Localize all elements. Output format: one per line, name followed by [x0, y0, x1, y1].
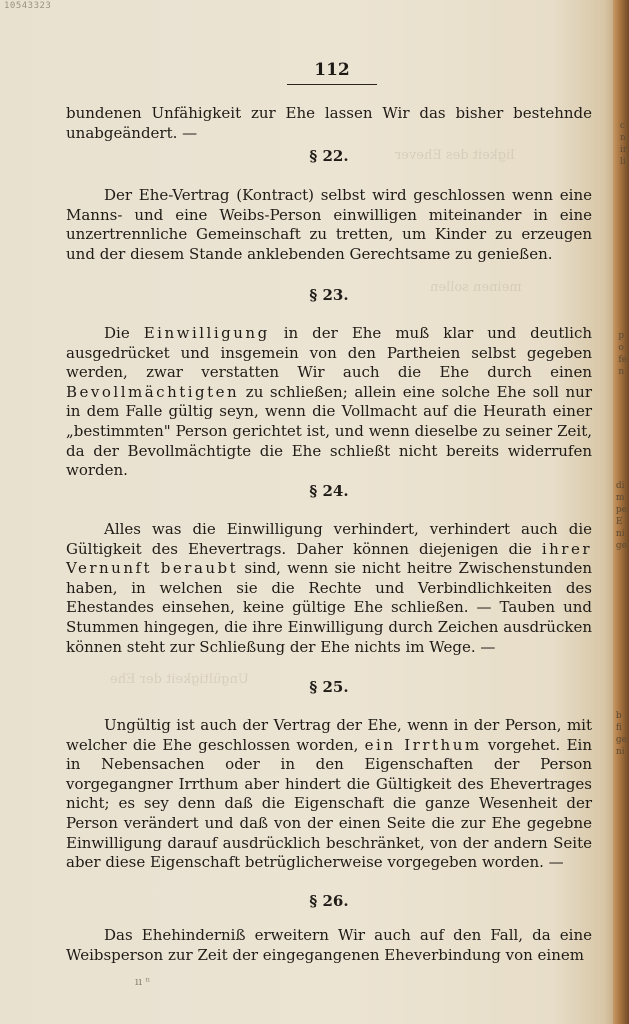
- intro-paragraph: bundenen Unfähigkeit zur Ehe lassen Wir das bisher bestehnde unabgeändert. —: [66, 104, 592, 142]
- gutter-mark: b fi ge ni: [615, 711, 627, 757]
- section-heading-26: § 26.: [309, 892, 349, 910]
- section-23-text: [66, 324, 592, 481]
- page-number: 112: [314, 60, 350, 80]
- section-23-text-part: in der Ehe muß klar und deutlich ausgedrücket und insgemein von den Partheien selbst gegeben werden, zwar verstatten Wir auch die Ehe durch einen: [66, 324, 593, 382]
- header-rule: [287, 84, 377, 85]
- section-heading-23: § 23.: [309, 286, 349, 304]
- section-23-text-part: Die: [104, 324, 144, 342]
- section-24-text-part: Alles was die Einwilligung verhindert, verhindert auch die Gültigkeit des Ehevertrags. Daher können diejenigen die: [66, 520, 592, 558]
- emphasis-bevollmaechtigten: Bevollmächtigten: [66, 382, 240, 401]
- section-23-text-part: zu schließen; allein eine solche Ehe soll nur in dem Falle gültig seyn, wenn die Vollmacht auf die Heurath einer „bestimmten" Person gerichtet ist, und wenn dieselbe zu seiner Zeit, da der Bevollmächtigte die Ehe schließt nicht bereits widerrufen worden.: [66, 382, 592, 480]
- show-through-text: ligkeit des Ehever: [395, 148, 515, 163]
- section-heading-24: § 24.: [309, 482, 349, 500]
- section-22-text: Der Ehe-Vertrag (Kontract) selbst wird geschlossen wenn eine Manns- und eine Weibs-Person einwilligen miteinander in eine unzertrennliche Gemeinschaft zu tretten, um Kinder zu erzeugen und der diesem Stande anklebenden Gerechtsame zu genießen.: [66, 186, 592, 263]
- show-through-text: meinen sollen: [430, 280, 522, 295]
- scan-id-label: 10543323: [4, 1, 52, 11]
- gutter-mark: p o fe n: [618, 331, 627, 377]
- section-26-text: Das Ehehinderniß erweitern Wir auch auf den Fall, da eine Weibsperson zur Zeit der eingegangenen Eheverbindung von einem: [66, 926, 592, 964]
- section-heading-25: § 25.: [309, 678, 349, 696]
- section-24-text: [66, 520, 592, 657]
- emphasis-ein-irrthum: ein Irrthum: [364, 735, 482, 754]
- gutter-mark: di m pe E ni ge: [615, 481, 627, 551]
- emphasis-vernunft-beraubt: ihrer Vernunft beraubt: [66, 539, 592, 578]
- emphasis-einwilligung: Einwilligung: [143, 324, 270, 342]
- gutter-mark: c n ir li: [619, 121, 627, 167]
- section-25-text-part: vorgehet. Ein in Nebensachen oder in den Eigenschaften der Person vorgegangner Irrthum aber hindert die Gültigkeit des Ehevertrages nicht; es sey denn daß die Eigenschaft die ganze Wesenheit der Person verändert und daß von der einen Seite die zur Ehe gegebne Einwilligung darauf ausdrücklich beschränket, von der andern Seite aber diese Eigenschaft betrüglicherweise vorgegeben worden. —: [66, 735, 592, 872]
- section-25-text-part: Ungültig ist auch der Vertrag der Ehe, wenn in der Person, mit welcher die Ehe geschlossen worden,: [66, 716, 592, 754]
- section-24-text-part: sind, wenn sie nicht heitre Zwischenstunden haben, in welchen sie die Rechte und Verbindlichkeiten des Ehestandes einsehen, keine gültige Ehe schließen. — Tauben und Stummen hingegen, die ihre Einwilligung durch Zeichen ausdrücken können steht zur Schließung der Ehe nichts im Wege. —: [66, 559, 593, 656]
- show-through-text: Ungültigkeit der Ehe: [110, 672, 249, 687]
- section-heading-22: § 22.: [309, 147, 349, 165]
- bottom-margin-mark: ıı ⁿ: [135, 975, 151, 988]
- section-25-text: [66, 716, 592, 873]
